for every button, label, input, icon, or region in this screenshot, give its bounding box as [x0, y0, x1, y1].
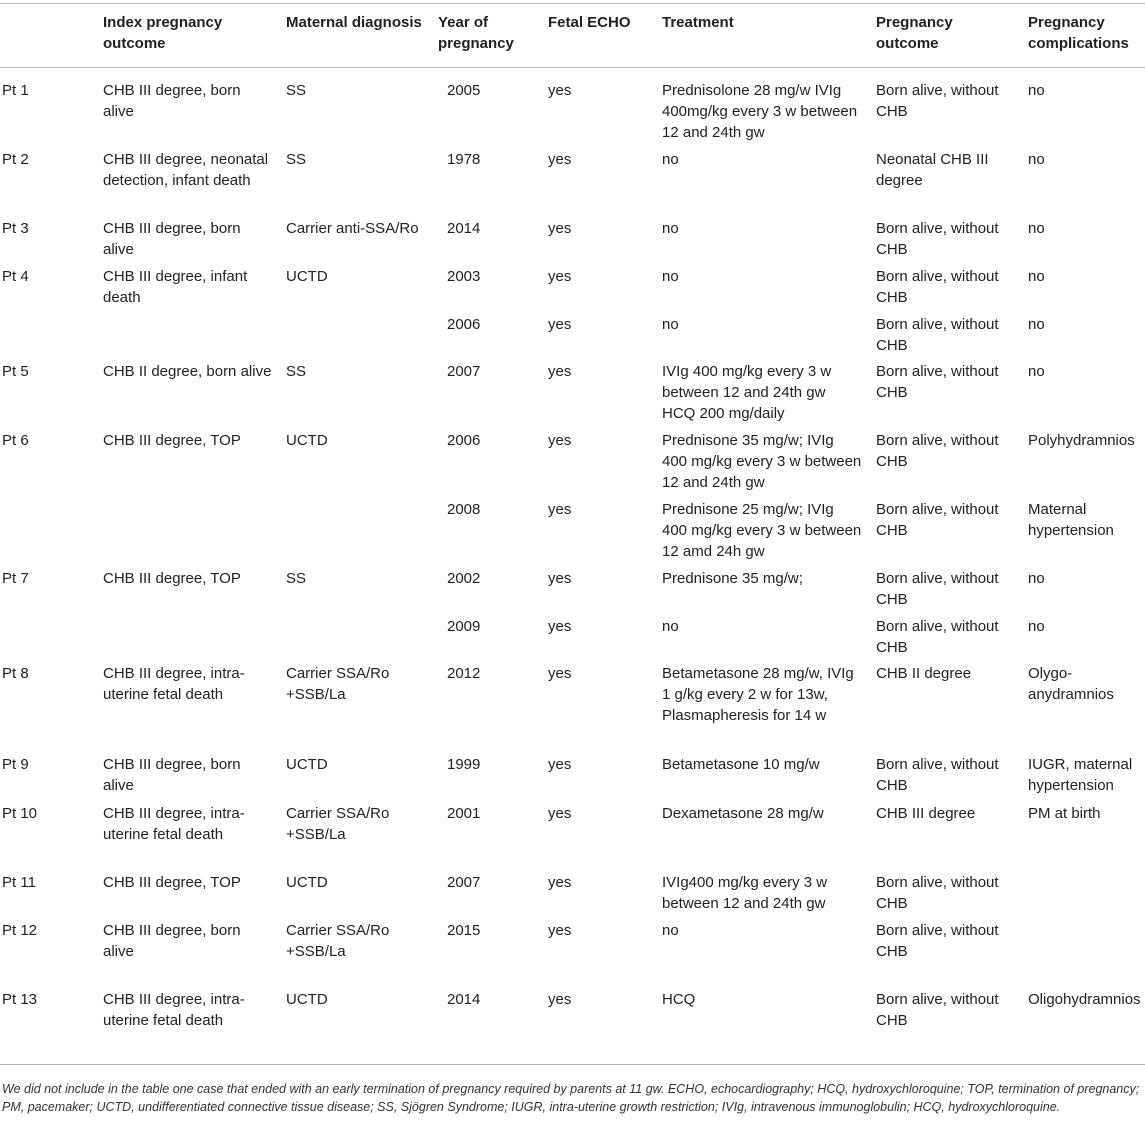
cell-fetal-echo: yes: [548, 268, 572, 285]
cell-patient: Pt 13: [2, 991, 38, 1008]
cell-treatment: no: [662, 618, 679, 635]
cell-fetal-echo: yes: [548, 618, 572, 635]
cell-year: 2006: [447, 316, 481, 333]
table-row: [0, 616, 1145, 663]
cell-pregnancy-outcome: CHB III degree: [876, 805, 976, 822]
cell-fetal-echo: yes: [548, 991, 572, 1008]
table-row: [0, 803, 1145, 872]
cell-patient: Pt 4: [2, 268, 29, 285]
cell-complications: no: [1028, 82, 1045, 99]
cell-fetal-echo: yes: [548, 501, 572, 518]
cell-patient: Pt 1: [2, 82, 29, 99]
cell-year: 2014: [447, 220, 481, 237]
cell-year: 2007: [447, 363, 481, 380]
cell-fetal-echo: yes: [548, 570, 572, 587]
cell-complications: no: [1028, 618, 1045, 635]
cell-maternal-diagnosis: SS: [286, 151, 307, 168]
cell-year: 2007: [447, 874, 481, 891]
cell-pregnancy-outcome: Born alive, without CHB: [876, 268, 999, 306]
cell-year: 2001: [447, 805, 481, 822]
cell-year: 2009: [447, 618, 481, 635]
cell-index-outcome: CHB III degree, infant death: [103, 268, 248, 306]
cell-fetal-echo: yes: [548, 805, 572, 822]
table-row: [0, 920, 1145, 989]
cell-index-outcome: CHB III degree, born alive: [103, 82, 241, 120]
cell-treatment: IVIg400 mg/kg every 3 w between 12 and 24th gw: [662, 874, 828, 912]
header-treatment: Treatment: [662, 14, 734, 31]
cell-treatment: no: [662, 922, 679, 939]
table-row: [0, 989, 1145, 1058]
cell-pregnancy-outcome: Born alive, without CHB: [876, 570, 999, 608]
table-top-rule: [0, 3, 1145, 4]
cell-index-outcome: CHB III degree, born alive: [103, 756, 241, 794]
cell-complications: Polyhydramnios: [1028, 432, 1135, 449]
cell-treatment: Prednisone 35 mg/w;: [662, 570, 803, 587]
cell-pregnancy-outcome: Born alive, without CHB: [876, 991, 999, 1029]
cell-index-outcome: CHB III degree, intra-uterine fetal death: [103, 991, 245, 1029]
cell-complications: no: [1028, 220, 1045, 237]
cell-pregnancy-outcome: Born alive, without CHB: [876, 874, 999, 912]
cell-treatment: Prednisone 25 mg/w; IVIg 400 mg/kg every 3 w between 12 amd 24h gw: [662, 501, 862, 560]
cell-pregnancy-outcome: Born alive, without CHB: [876, 618, 999, 656]
cell-maternal-diagnosis: SS: [286, 363, 307, 380]
cell-index-outcome: CHB III degree, intra-uterine fetal death: [103, 665, 245, 703]
cell-fetal-echo: yes: [548, 316, 572, 333]
cell-complications: no: [1028, 268, 1045, 285]
cell-treatment: Prednisone 35 mg/w; IVIg 400 mg/kg every 3 w between 12 and 24th gw: [662, 432, 862, 491]
header-pregnancy-outcome: Pregnancy outcome: [876, 14, 953, 52]
cell-treatment: IVIg 400 mg/kg every 3 w between 12 and 24th gw HCQ 200 mg/daily: [662, 363, 832, 422]
cell-index-outcome: CHB III degree, TOP: [103, 432, 241, 449]
cell-maternal-diagnosis: UCTD: [286, 756, 328, 773]
cell-year: 2015: [447, 922, 481, 939]
header-fetal-echo: Fetal ECHO: [548, 14, 631, 31]
cell-maternal-diagnosis: UCTD: [286, 432, 328, 449]
cell-pregnancy-outcome: CHB II degree: [876, 665, 972, 682]
cell-patient: Pt 11: [2, 874, 36, 891]
cell-pregnancy-outcome: Born alive, without CHB: [876, 501, 999, 539]
cell-fetal-echo: yes: [548, 922, 572, 939]
cell-index-outcome: CHB III degree, TOP: [103, 874, 241, 891]
cell-pregnancy-outcome: Born alive, without CHB: [876, 220, 999, 258]
cell-index-outcome: CHB III degree, born alive: [103, 220, 241, 258]
table-footnote: We did not include in the table one case that ended with an early termination of pregnancy required by parents at 11 gw. ECHO, echocardiography; HCQ, hydroxychloroquine; TOP, termination of pregnancy; PM, pacemaker; UCTD, undifferentiated connective tissue disease; SS, Sjögren Syndrome; IUGR, intra-uterine growth restriction; IVIg, intravenous immunoglobulin; HCQ, hydroxychloroquine.: [2, 1082, 1140, 1114]
cell-complications: no: [1028, 316, 1045, 333]
cell-complications: no: [1028, 363, 1045, 380]
cell-fetal-echo: yes: [548, 874, 572, 891]
cell-year: 2008: [447, 501, 481, 518]
cell-fetal-echo: yes: [548, 363, 572, 380]
table-row: [0, 314, 1145, 361]
table-row: [0, 499, 1145, 568]
table-row: [0, 430, 1145, 499]
cell-patient: Pt 10: [2, 805, 38, 822]
cell-maternal-diagnosis: SS: [286, 82, 307, 99]
cell-fetal-echo: yes: [548, 82, 572, 99]
cell-complications: IUGR, maternal hypertension: [1028, 756, 1133, 794]
cell-fetal-echo: yes: [548, 151, 572, 168]
table-row: [0, 149, 1145, 218]
table-body: [0, 80, 1145, 1058]
cell-patient: Pt 3: [2, 220, 29, 237]
cell-complications: Olygo-anydramnios: [1028, 665, 1114, 703]
table-row: [0, 218, 1145, 266]
header-year-of-pregnancy: Year of pregnancy: [438, 14, 514, 52]
cell-complications: Oligohydramnios: [1028, 991, 1141, 1008]
cell-pregnancy-outcome: Born alive, without CHB: [876, 82, 999, 120]
cell-complications: PM at birth: [1028, 805, 1101, 822]
cell-year: 2005: [447, 82, 481, 99]
cell-year: 2006: [447, 432, 481, 449]
table-bottom-rule: [0, 1064, 1145, 1065]
table-row: [0, 872, 1145, 920]
cell-complications: Maternal hypertension: [1028, 501, 1114, 539]
cell-patient: Pt 8: [2, 665, 29, 682]
cell-patient: Pt 5: [2, 363, 29, 380]
table-row: [0, 754, 1145, 803]
cell-patient: Pt 7: [2, 570, 29, 587]
cell-treatment: Betametasone 28 mg/w, IVIg 1 g/kg every 2 w for 13w, Plasmapheresis for 14 w: [662, 665, 854, 724]
cell-patient: Pt 2: [2, 151, 29, 168]
cell-complications: no: [1028, 151, 1045, 168]
cell-year: 2002: [447, 570, 481, 587]
cell-fetal-echo: yes: [548, 220, 572, 237]
cell-maternal-diagnosis: Carrier SSA/Ro +SSB/La: [286, 805, 390, 843]
cell-index-outcome: CHB III degree, neonatal detection, infant death: [103, 151, 269, 189]
cell-year: 1999: [447, 756, 481, 773]
cell-pregnancy-outcome: Born alive, without CHB: [876, 363, 999, 401]
cell-pregnancy-outcome: Born alive, without CHB: [876, 316, 999, 354]
cell-treatment: no: [662, 268, 679, 285]
cell-year: 2012: [447, 665, 481, 682]
cell-fetal-echo: yes: [548, 432, 572, 449]
cell-treatment: Dexametasone 28 mg/w: [662, 805, 824, 822]
header-index-pregnancy-outcome: Index pregnancy outcome: [103, 14, 223, 52]
cell-pregnancy-outcome: Born alive, without CHB: [876, 432, 999, 470]
cell-maternal-diagnosis: UCTD: [286, 874, 328, 891]
cell-treatment: HCQ: [662, 991, 696, 1008]
header-maternal-diagnosis: Maternal diagnosis: [286, 14, 422, 31]
cell-patient: Pt 9: [2, 756, 29, 773]
cell-maternal-diagnosis: Carrier anti-SSA/Ro: [286, 220, 419, 237]
cell-maternal-diagnosis: SS: [286, 570, 307, 587]
cell-index-outcome: CHB II degree, born alive: [103, 363, 272, 380]
table-header: [0, 12, 1145, 62]
cell-pregnancy-outcome: Neonatal CHB III degree: [876, 151, 989, 189]
cell-treatment: Betametasone 10 mg/w: [662, 756, 820, 773]
table-header-rule: [0, 67, 1145, 68]
table-row: [0, 663, 1145, 754]
header-pregnancy-complications: Pregnancy complications: [1028, 14, 1129, 52]
cell-pregnancy-outcome: Born alive, without CHB: [876, 756, 999, 794]
table-row: [0, 80, 1145, 149]
cell-patient: Pt 6: [2, 432, 29, 449]
table-row: [0, 361, 1145, 430]
cell-treatment: Prednisolone 28 mg/w IVIg 400mg/kg every 3 w between 12 and 24th gw: [662, 82, 858, 141]
cell-pregnancy-outcome: Born alive, without CHB: [876, 922, 999, 960]
cell-maternal-diagnosis: UCTD: [286, 991, 328, 1008]
cell-treatment: no: [662, 220, 679, 237]
cell-year: 2014: [447, 991, 481, 1008]
table-row: [0, 266, 1145, 314]
table-row: [0, 568, 1145, 616]
cell-year: 2003: [447, 268, 481, 285]
cell-maternal-diagnosis: Carrier SSA/Ro +SSB/La: [286, 665, 390, 703]
cell-index-outcome: CHB III degree, TOP: [103, 570, 241, 587]
cell-year: 1978: [447, 151, 481, 168]
cell-index-outcome: CHB III degree, intra-uterine fetal death: [103, 805, 245, 843]
cell-treatment: no: [662, 151, 679, 168]
cell-maternal-diagnosis: Carrier SSA/Ro +SSB/La: [286, 922, 390, 960]
cell-treatment: no: [662, 316, 679, 333]
cell-patient: Pt 12: [2, 922, 38, 939]
cell-complications: no: [1028, 570, 1045, 587]
cell-maternal-diagnosis: UCTD: [286, 268, 328, 285]
cell-fetal-echo: yes: [548, 756, 572, 773]
cell-index-outcome: CHB III degree, born alive: [103, 922, 241, 960]
cell-fetal-echo: yes: [548, 665, 572, 682]
